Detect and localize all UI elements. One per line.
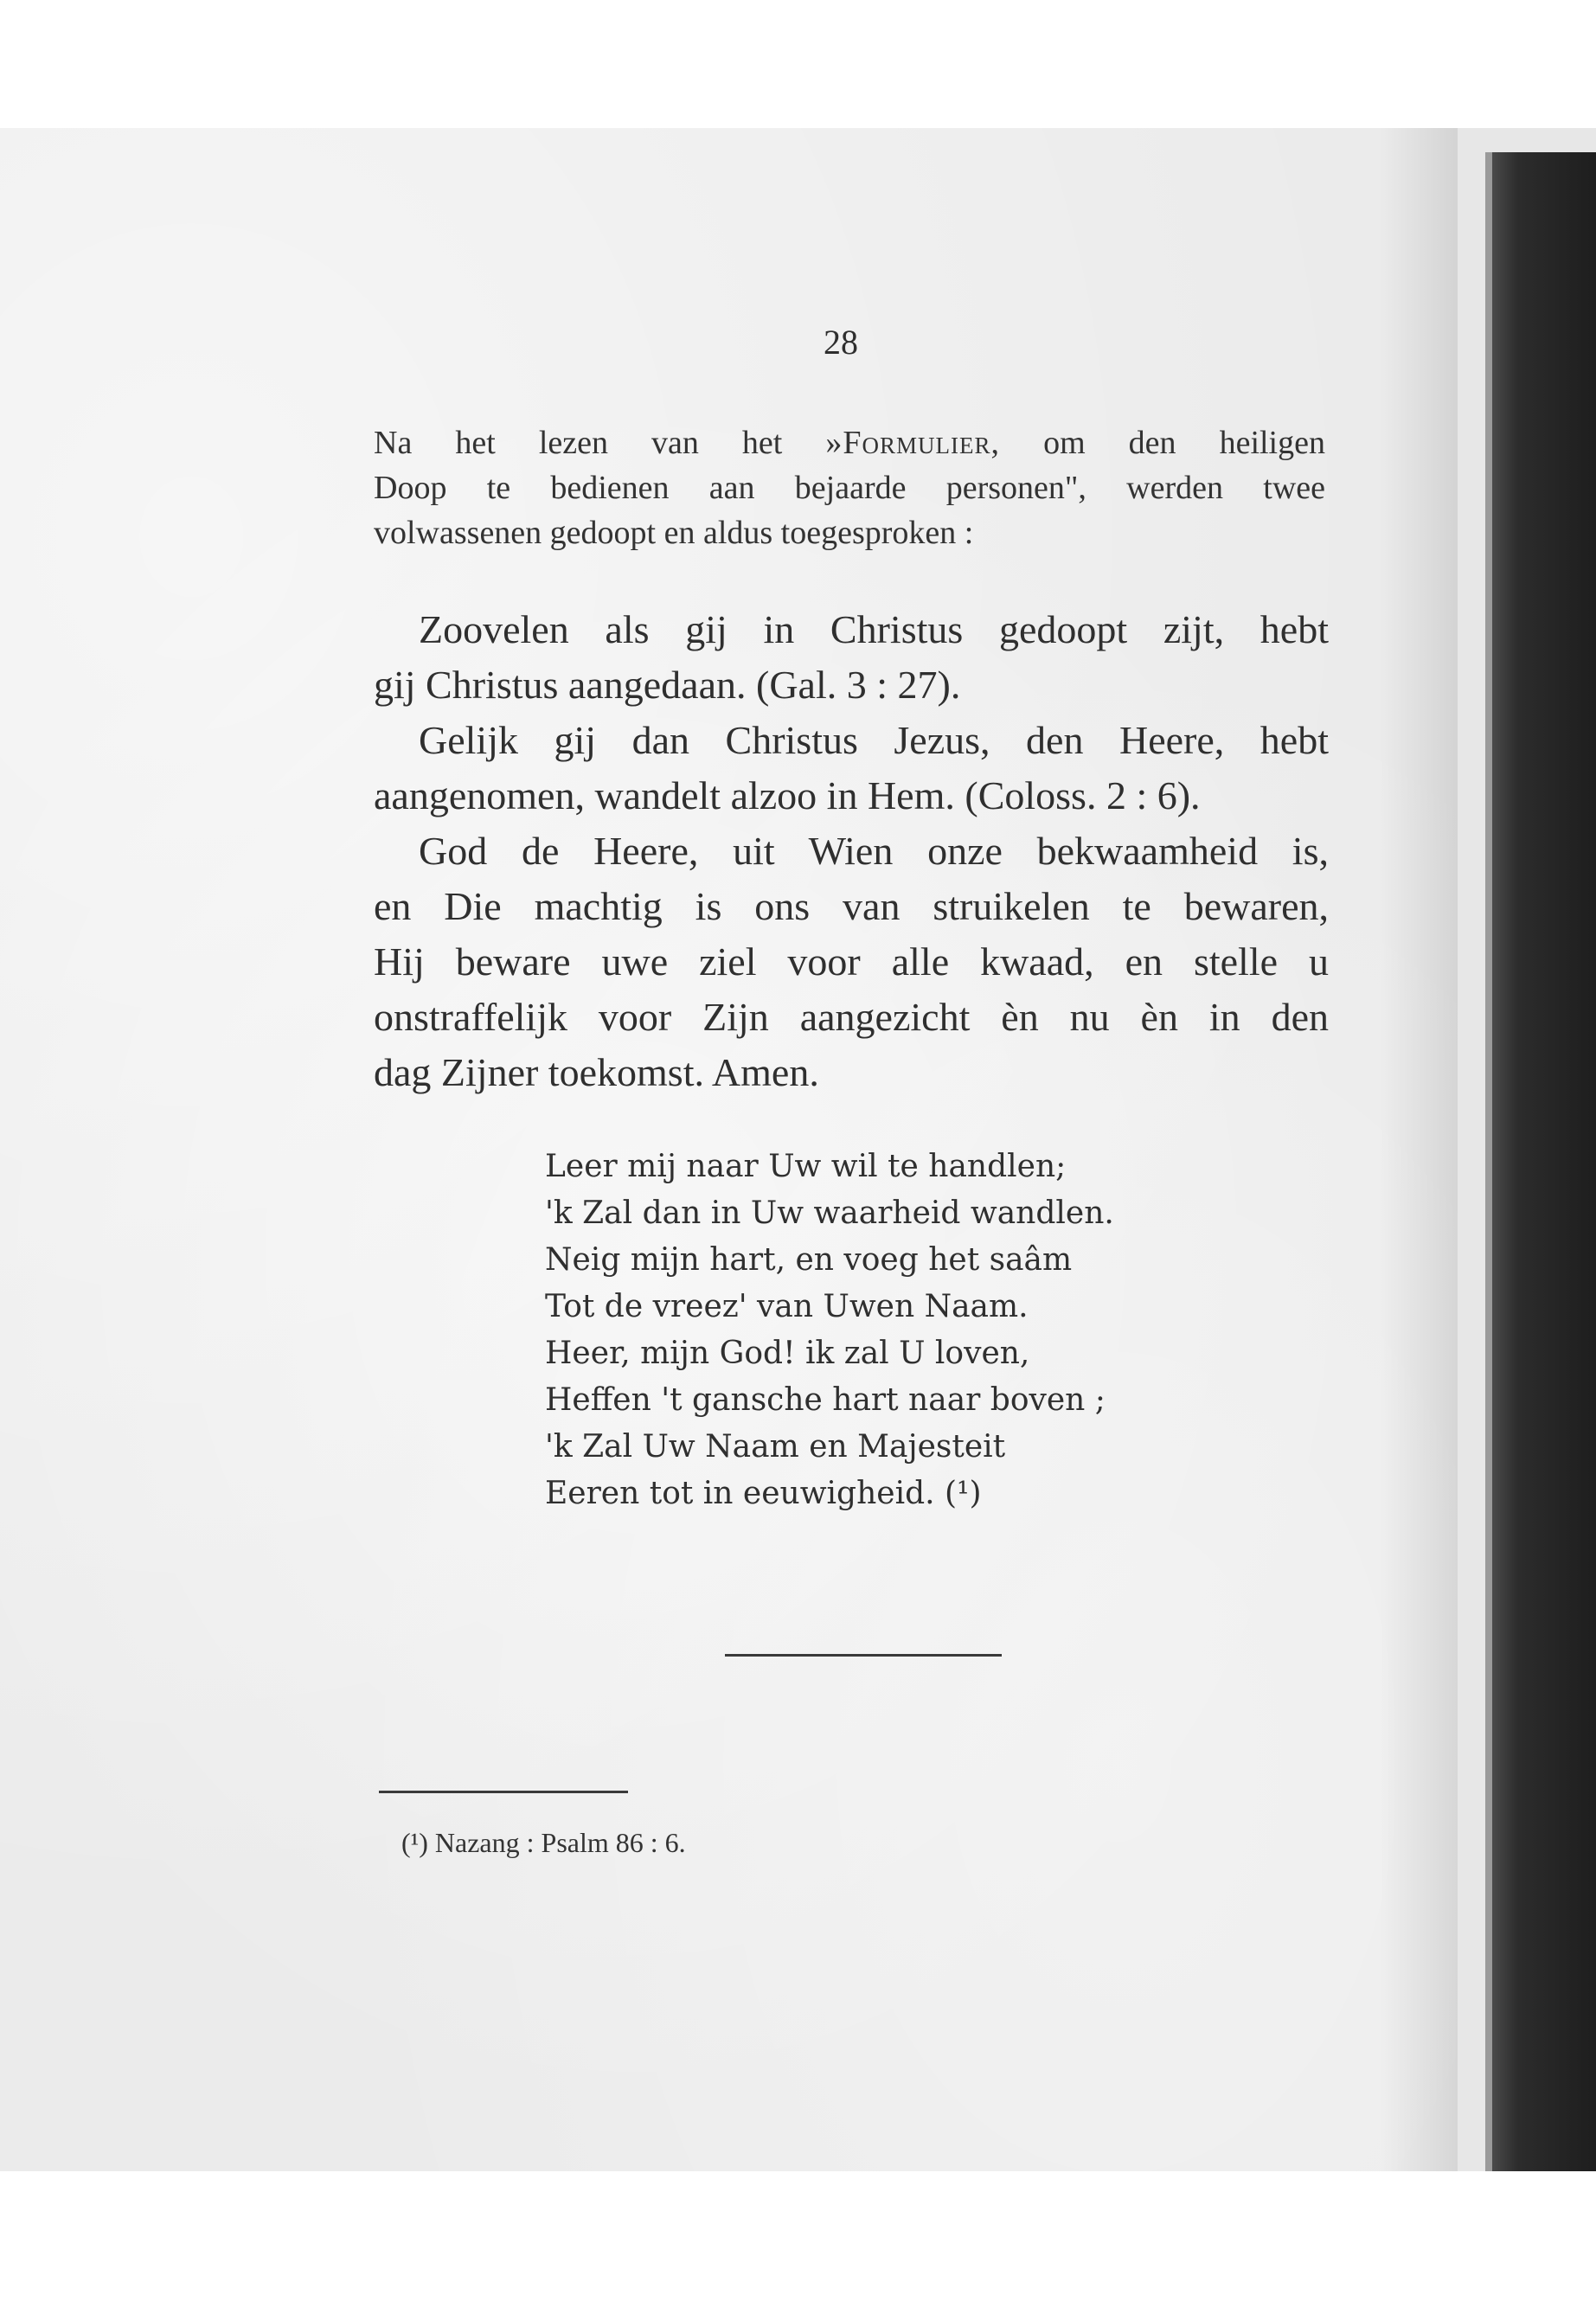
body-line: onstraffelijk voor Zijn aangezicht èn nu èn in den	[374, 995, 1329, 1039]
verse-line-text: Eeren tot in eeuwigheid.	[545, 1476, 935, 1511]
body-line: Zoovelen als gij in Christus gedoopt zijt, hebt	[419, 607, 1329, 651]
body-line: dag Zijner toekomst. Amen.	[374, 1050, 819, 1094]
intro-line-1-start: Na het lezen van het	[374, 425, 826, 461]
footnote	[401, 1827, 686, 1859]
verse-line: Neig mijn hart, en voeg het saâm	[545, 1242, 1073, 1278]
intro-line-1-end: om den heiligen	[1000, 425, 1325, 461]
section-divider	[725, 1654, 1002, 1657]
intro-paragraph	[374, 420, 1325, 555]
page-gutter-shadow	[1380, 128, 1458, 2171]
formulier-title: »Formulier,	[825, 425, 1001, 461]
intro-line-1	[374, 420, 1325, 465]
footnote-text: Nazang : Psalm 86 : 6.	[427, 1827, 686, 1858]
hymn-verse	[545, 1144, 1114, 1517]
page-number: 28	[824, 323, 858, 362]
body-line: en Die machtig is ons van struikelen te bewaren,	[374, 884, 1329, 928]
footnote-rule	[379, 1791, 628, 1793]
body-line: aangenomen, wandelt alzoo in Hem. (Coloss. 2 : 6).	[374, 773, 1201, 817]
body-line: Hij beware uwe ziel voor alle kwaad, en stelle u	[374, 939, 1329, 984]
verse-line: 'k Zal Uw Naam en Majesteit	[545, 1429, 1006, 1465]
body-line: God de Heere, uit Wien onze bekwaamheid is,	[419, 829, 1329, 873]
verse-line: Heffen 't gansche hart naar boven ;	[545, 1382, 1106, 1418]
intro-line-2: Doop te bedienen aan bejaarde personen", werden twee	[374, 470, 1325, 506]
body-line: gij Christus aangedaan. (Gal. 3 : 27).	[374, 663, 961, 707]
footnote-marker: (¹)	[401, 1827, 428, 1858]
verse-line: 'k Zal dan in Uw waarheid wandlen.	[545, 1195, 1114, 1231]
footnote-reference: (¹)	[945, 1476, 982, 1511]
verse-line: Tot de vreez' van Uwen Naam.	[545, 1289, 1029, 1324]
verse-line: Leer mij naar Uw wil te handlen;	[545, 1149, 1067, 1184]
body-line: Gelijk gij dan Christus Jezus, den Heere, hebt	[419, 718, 1329, 762]
verse-line: Heer, mijn God! ik zal U loven,	[545, 1336, 1030, 1371]
book-binding-edge	[1492, 152, 1596, 2171]
verse-line-last	[545, 1471, 1114, 1517]
intro-line-3: volwassenen gedoopt en aldus toegesproken :	[374, 515, 974, 551]
scripture-paragraphs	[374, 602, 1329, 1100]
